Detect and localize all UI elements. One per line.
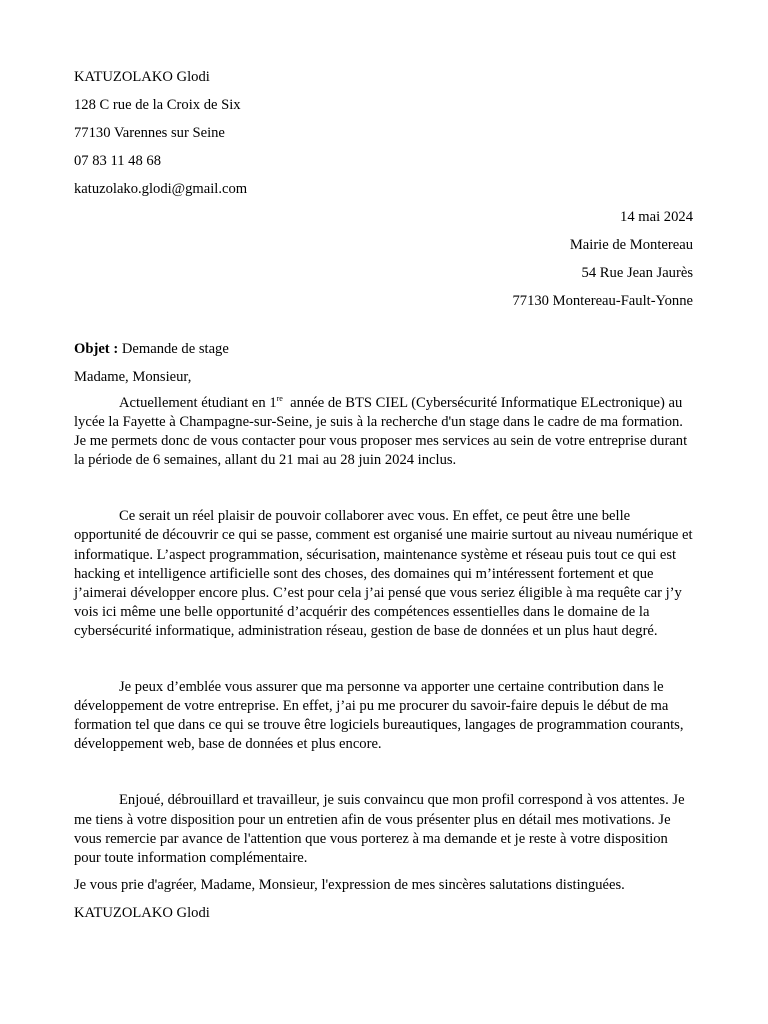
letter-date: 14 mai 2024 [620, 209, 693, 225]
paragraph-1-start: Actuellement étudiant en 1 [119, 395, 277, 411]
subject-label: Objet : [74, 341, 119, 357]
spacer [74, 318, 693, 338]
recipient-street: 54 Rue Jean Jaurès [581, 265, 693, 281]
spacer [74, 470, 693, 507]
sender-name: KATUZOLAKO Glodi [74, 69, 210, 85]
subject-line [74, 338, 693, 366]
paragraph-3: Je peux d’emblée vous assurer que ma personne va apporter une certaine contribution dans le développement de votre entreprise. En effet, j’ai pu me procurer du savoir-faire depuis le début de ma formation tel que dans ce qui se trouve être logiciels bureautiques, langages de programmation courants, développement web, base de données et plus encore. [74, 679, 684, 753]
recipient-org: Mairie de Montereau [569, 237, 693, 253]
paragraph-2: Ce serait un réel plaisir de pouvoir collaborer avec vous. En effet, ce peut être une belle opportunité de découvrir ce qui se passe, comment est organisé une mairie surtout au niveau numérique et informatique. L’aspect programmation, sécurisation, maintenance système et réseau puis tout ce qui est hacking et intelligence artificielle sont des choses, des domaines qui m’intéressent fortement et que j’aimerai développer encore plus. C’est pour cela j’ai pensé que vous seriez éligible à ma requête car j’y vois ici même une belle opportunité d’acquérir des compétences essentielles dans le domaine de la cybersécurité informatique, administration réseau, gestion de base de données et un plus haut degré. [74, 508, 693, 639]
recipient-city: 77130 Montereau-Fault-Yonne [512, 293, 693, 309]
sender-city: 77130 Varennes sur Seine [74, 125, 225, 141]
sender-phone: 07 83 11 48 68 [74, 153, 162, 169]
closing-formula: Je vous prie d'agréer, Madame, Monsieur, l'expression de mes sincères salutations distinguées. [74, 876, 625, 893]
signature: KATUZOLAKO Glodi [74, 904, 210, 921]
paragraph-1-rest: année de BTS CIEL (Cybersécurité Informatique ELectronique) au lycée la Fayette à Champagne-sur-Seine, je suis à la recherche d'un stage dans le cadre de ma formation. Je me permets donc de vous contacter pour vous proposer mes services au sein de votre entreprise durant la période de 6 semaines, allant du 21 mai au 28 juin 2024 inclus. [74, 395, 691, 469]
sender-street: 128 C rue de la Croix de Six [74, 97, 241, 113]
subject-text: Demande de stage [121, 341, 229, 357]
salutation: Madame, Monsieur, [74, 369, 192, 385]
paragraph-4: Enjoué, débrouillard et travailleur, je suis convaincu que mon profil correspond à vos attentes. Je me tiens à votre disposition pour un entretien afin de vous présenter plus en détail mes motivations. Je vous remercie par avance de l'attention que vous porterez à ma demande et je reste à votre disposition pour toute information complémentaire. [74, 792, 685, 866]
spacer [74, 641, 693, 678]
sender-email: katuzolako.glodi@gmail.com [74, 181, 248, 197]
spacer [74, 754, 693, 791]
paragraph-1 [74, 394, 693, 470]
letter-body [74, 66, 693, 924]
ordinal-superscript: re [276, 394, 283, 403]
